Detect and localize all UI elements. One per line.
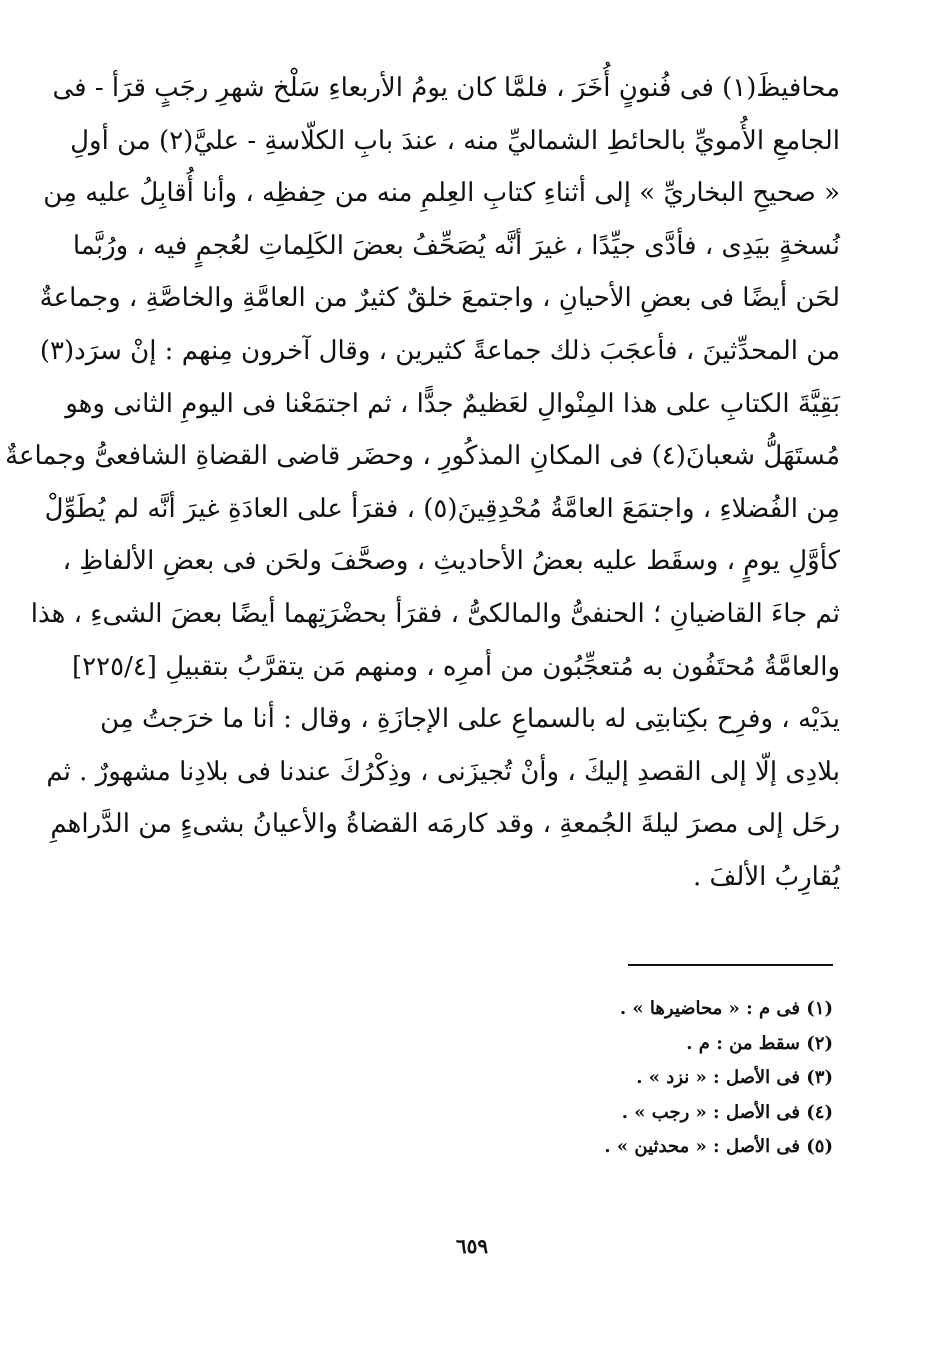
text-line-11: ثم جاءَ القاضيانِ ؛ الحنفىُّ والمالكىُّ ، فقرَأ بحضْرَتِهما أيضًا بعضَ الشىءِ ، هذا: [30, 598, 840, 629]
text-line-15: رحَل إلى مصرَ ليلةَ الجُمعةِ ، وقد كارمَه القضاةُ والأعيانُ بشىءٍ من الدَّراهمِ: [50, 809, 840, 840]
text-line-10: كأوَّلِ يومٍ ، وسقَط عليه بعضُ الأحاديثِ ، وصحَّفَ ولحَن فى بعضِ الألفاظِ ،: [62, 546, 840, 577]
footnote-5: (٥) فى الأصل : « محدثين » .: [604, 1136, 833, 1157]
page-number: ٦٥٩: [455, 1234, 489, 1258]
text-line-12: والعامَّةُ مُحتَفُون به مُتعجِّبُون من أمرِه ، ومنهم مَن يتقرَّبُ بتقبيلِ [٢٢٥/٤]: [72, 651, 840, 682]
text-line-14: بلادِى إلّا إلى القصدِ إليكَ ، وأنْ تُجيزَنى ، وذِكْرُكَ عندنا فى بلادِنا مشهورٌ . ثم: [46, 756, 840, 787]
text-line-9: مِن الفُضلاءِ ، واجتمَعَ العامَّةُ مُحْدِقِينَ(٥) ، فقرَأ على العادَةِ غيرَ أنَّه لم يُطَوِّلْ: [44, 493, 840, 524]
footnote-4: (٤) فى الأصل : « رجب » .: [621, 1101, 833, 1123]
text-line-5: لحَن أيضًا فى بعضِ الأحيانِ ، واجتمعَ خلقٌ كثيرٌ من العامَّةِ والخاصَّةِ ، وجماعةٌ: [39, 283, 840, 314]
text-line-3: « صحيحِ البخاريِّ » إلى أثناءِ كتابِ العِلمِ منه من حِفظِه ، وأنا أُقابِلُ عليه مِن: [43, 178, 840, 209]
text-line-1: محافيظَ(١) فى فُنونٍ أُخَرَ ، فلمَّا كان يومُ الأربعاءِ سَلْخ شهرِ رجَبٍ قرَأ - فى: [52, 73, 840, 103]
text-line-2: الجامعِ الأُمويِّ بالحائطِ الشماليِّ منه ، عندَ بابِ الكلّاسةِ - عليَّ(٢) من أولِ: [70, 125, 840, 156]
footnote-2: (٢) سقط من : م .: [686, 1032, 833, 1054]
text-line-8: مُستَهَلُّ شعبانَ(٤) فى المكانِ المذكُورِ ، وحضَر قاضى القضاةِ الشافعىُّ وجماعةٌ: [5, 441, 840, 472]
text-line-16: يُقارِبُ الألفَ .: [692, 861, 840, 892]
footnote-divider: [628, 964, 833, 966]
text-line-6: من المحدِّثينَ ، فأعجَبَ ذلك جماعةً كثيرين ، وقال آخرون مِنهم : إنْ سرَد(٣): [39, 335, 840, 366]
footnote-3: (٣) فى الأصل : « نزد » .: [636, 1067, 833, 1088]
main-text: [5, 62, 840, 904]
text-line-4: نُسخةٍ بيَدِى ، فأدَّى جيِّدًا ، غيرَ أنَّه يُصَحِّفُ بعضَ الكَلِماتِ لعُجمٍ فيه ، ورُبَّما: [72, 230, 840, 261]
footnotes: [400, 992, 833, 1165]
text-line-7: بَقِيَّةَ الكتابِ على هذا المِنْوالِ لعَظيمٌ جدًّا ، ثم اجتمَعْنا فى اليومِ الثانى وهو: [65, 388, 840, 419]
footnote-1: (١) فى م : « محاضيرها » .: [619, 998, 833, 1019]
text-line-13: يدَيْه ، وفرِح بكِتابتِى له بالسماعِ على الإجازَةِ ، وقال : أنا ما خرَجتُ مِن: [100, 704, 840, 735]
